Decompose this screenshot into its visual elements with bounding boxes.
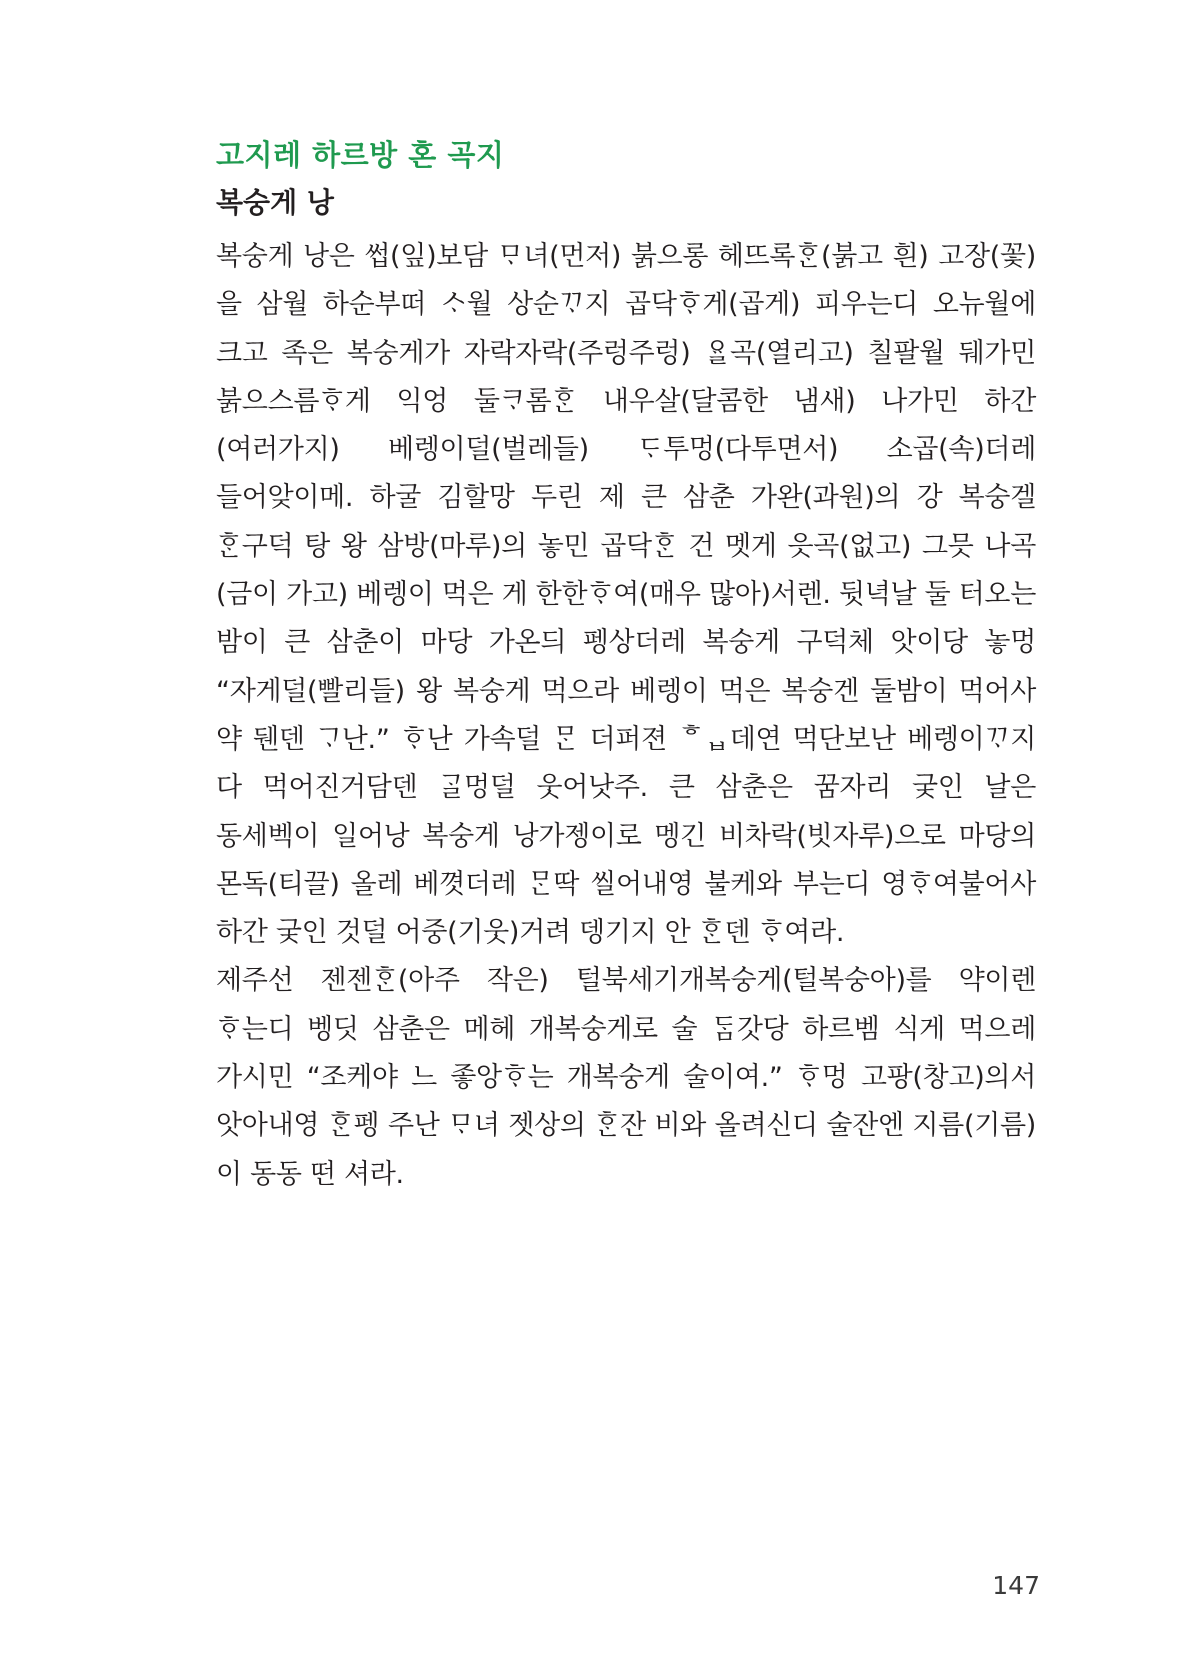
body-text: [216, 233, 1036, 1199]
series-title: 고지레 하르방 혼 곡지: [216, 138, 505, 172]
section-title: 복숭게 낭: [216, 186, 334, 219]
page-number: 147: [992, 1571, 1040, 1600]
paragraph: 제주선 젠젠ᄒᆞᆫ(아주 작은) 털북세기개복숭게(털복숭아)를 약이렌 ᄒᆞ는디 벵딧 삼춘은 메헤 개복숭게로 술 ᄃᆞᆷ갓당 하르벰 식게 먹으레 가시민 “조케야 느 좋앙ᄒᆞ는 개복숭게 술이여.” ᄒᆞ멍 고팡(창고)의서 앗아내영 ᄒᆞᆫ펭 주난 ᄆᆞ녀 젯상의 ᄒᆞᆫ잔 비와 올려신디 술잔엔 지름(기름)이 동동 떤 셔라.: [216, 965, 1036, 1190]
paragraph: 복숭게 낭은 썹(잎)보담 ᄆᆞ녀(먼저) 붉으롱 헤뜨록ᄒᆞᆫ(붉고 흰) 고장(꽃)을 삼월 하순부떠 ᄉᆞ월 상순ᄁᆞ지 곱닥ᄒᆞ게(곱게) 피우는디 오뉴월에 크고 족은 복숭게가 자락자락(주렁주렁) ᄋᆢᆯ곡(열리고) 칠팔월 뒈가민 붉으스름ᄒᆞ게 익엉 둘ᄏᆞ롬ᄒᆞᆫ 내우살(달콤한 냄새) 나가민 하간(여러가지) 베렝이덜(벌레들) ᄃᆞ투멍(다투면서) 소곱(속)더레 들어앚이메. 하굴 김할망 두린 제 큰 삼춘 가완(과원)의 강 복숭겔 ᄒᆞᆫ구덕 탕 왕 삼방(마루)의 놓민 곱닥ᄒᆞᆫ 건 멧게 읏곡(없고) 그믓 나곡(금이 가고) 베렝이 먹은 게 한한ᄒᆞ여(매우 많아)서렌. 뒷녁날 둘 터오는 밤이 큰 삼춘이 마당 가온듸 펭상더레 복숭게 구덕체 앗이당 놓멍 “자게덜(빨리들) 왕 복숭게 먹으라 베렝이 먹은 복숭겐 둘밤이 먹어사 약 뒌덴 ᄀᆞ난.” ᄒᆞ난 가속덜 ᄆᆞᆫ 더퍼젼 ᄒᆸ데연 먹단보난 베렝이ᄁᆞ지 다 먹어진거담덴 ᄀᆞᆯ멍덜 웃어낫주. 큰 삼춘은 꿈자리 궂인 날은 동세벡이 일어낭 복숭게 낭가젱이로 멩긴 비차락(빗자루)으로 마당의 몬독(티끌) 올레 베꼇더레 ᄆᆞᆫ딱 씰어내영 불케와 부는디 영ᄒᆞ여불어사 하간 궂인 것덜 어중(기웃)거려 뎅기지 안 ᄒᆞᆫ덴 ᄒᆞ여라.: [216, 241, 1036, 949]
